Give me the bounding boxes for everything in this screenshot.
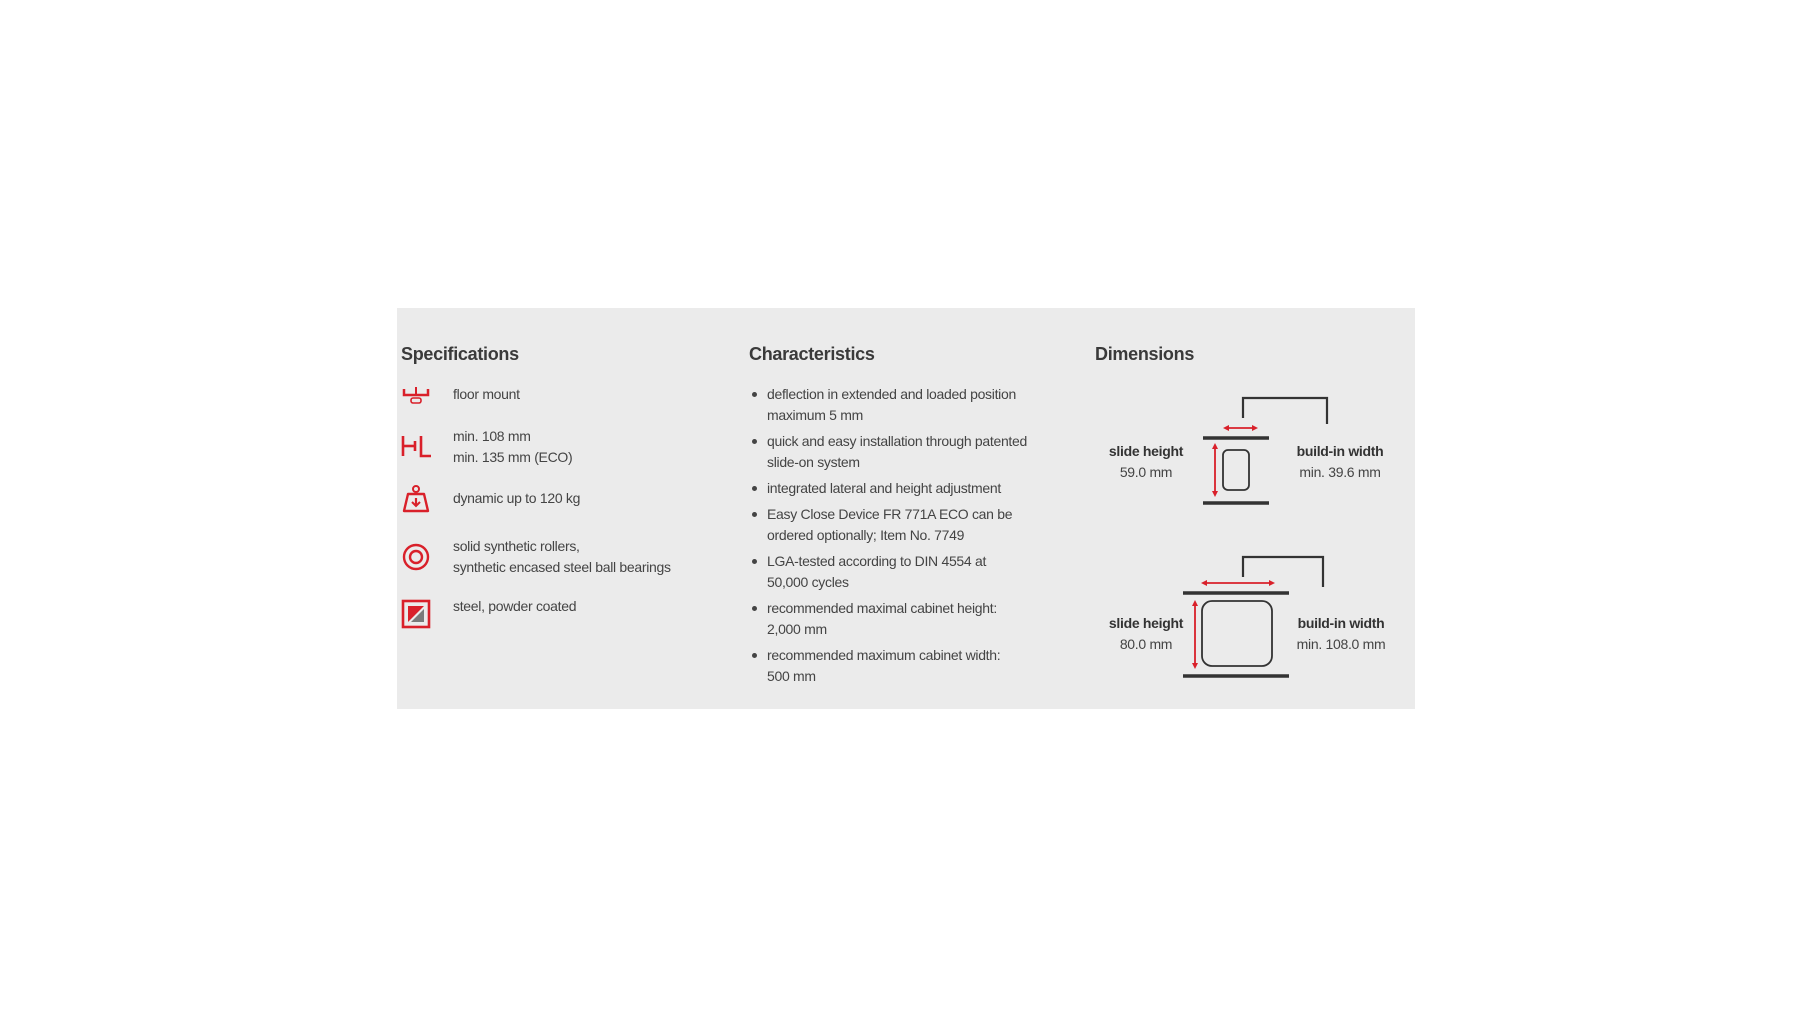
floor-mount-icon [401, 384, 431, 414]
list-item: recommended maximum cabinet width: 500 mm [749, 645, 1067, 687]
height-icon [401, 432, 431, 462]
slide-height-label-2: slide height 80.0 mm [1108, 615, 1184, 652]
spec-item-rollers [401, 536, 671, 575]
product-info-panel [397, 308, 1415, 709]
spec-item-load [401, 488, 581, 514]
buildin-width-label-2: build-in width min. 108.0 mm [1296, 615, 1386, 652]
spec-item-material [401, 596, 577, 629]
spec-text: min. 108 mm min. 135 mm (ECO) [453, 428, 573, 465]
dimensions-heading: Dimensions [1095, 344, 1195, 364]
material-icon [401, 599, 431, 629]
specifications-heading: Specifications [401, 344, 519, 364]
spec-item-height [401, 426, 573, 465]
list-item: integrated lateral and height adjustment [749, 478, 1067, 499]
spec-text: solid synthetic rollers, synthetic encased steel ball bearings [453, 538, 671, 575]
spec-item-mount [401, 384, 520, 414]
characteristics-heading: Characteristics [749, 344, 875, 364]
list-item: quick and easy installation through patented slide-on system [749, 431, 1067, 473]
spec-text: steel, powder coated [453, 598, 577, 614]
list-item: LGA-tested according to DIN 4554 at 50,000 cycles [749, 551, 1067, 593]
list-item: Easy Close Device FR 771A ECO can be ordered optionally; Item No. 7749 [749, 504, 1067, 546]
list-item: recommended maximal cabinet height: 2,000 mm [749, 598, 1067, 640]
list-item: deflection in extended and loaded position maximum 5 mm [749, 384, 1067, 426]
weight-icon [401, 484, 431, 514]
spec-text: floor mount [453, 386, 520, 402]
buildin-width-label-1: build-in width min. 39.6 mm [1296, 443, 1384, 480]
slide-height-label-1: slide height 59.0 mm [1108, 443, 1184, 480]
characteristics-list [749, 384, 1067, 692]
roller-icon [401, 542, 431, 572]
spec-text: dynamic up to 120 kg [453, 490, 581, 506]
